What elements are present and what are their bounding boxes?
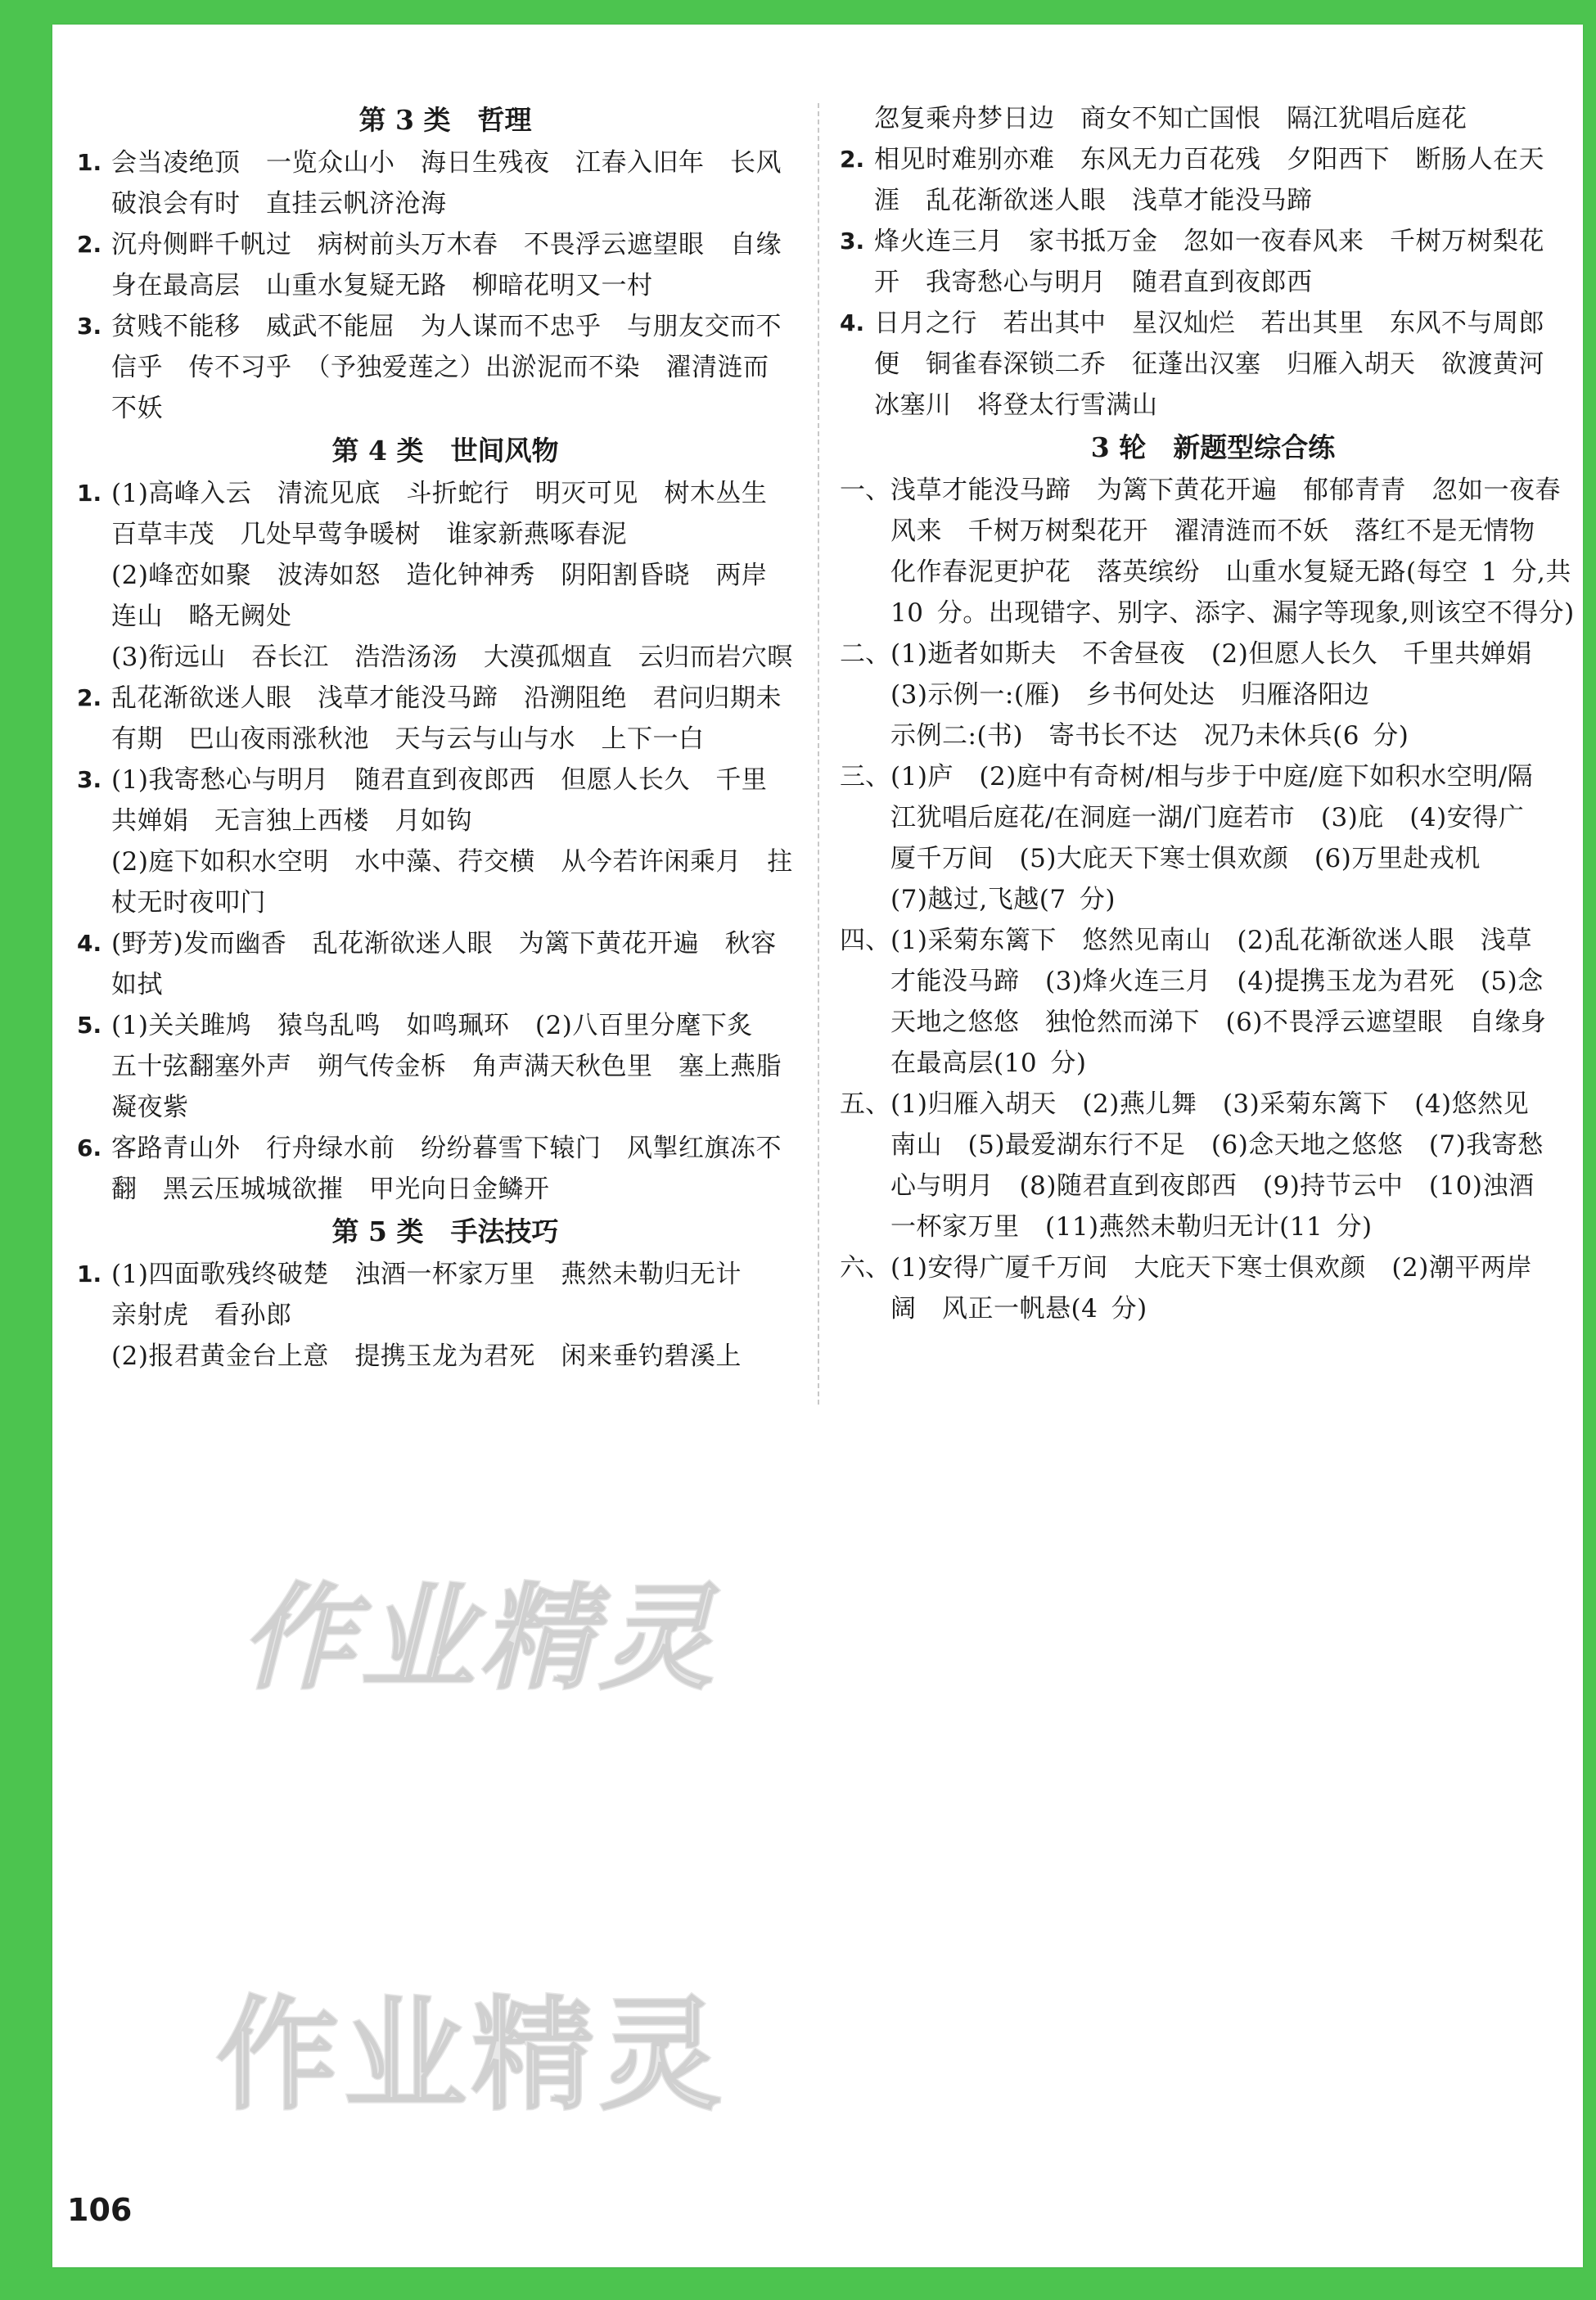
answer-line: 有期 巴山夜雨涨秋池 天与云与山与水 上下一白 [111,724,705,754]
item-number: 一、 [840,476,890,505]
answer-line: (1)高峰入云 清流见底 斗折蛇行 明灭可见 树木丛生 [111,479,768,508]
answer-line: (1)关关雎鸠 猿鸟乱鸣 如鸣珮环 (2)八百里分麾下炙 [111,1011,753,1040]
answer-line: 破浪会有时 直挂云帆济沧海 [111,189,447,219]
answer-line: (3)衔远山 吞长江 浩浩汤汤 大漠孤烟直 云归而岩穴暝 [111,643,793,672]
answer-item [77,224,814,306]
right-column [840,98,1586,1329]
section-title: 第 5 类 手法技巧 [331,1215,559,1247]
section-title: 3 轮 新题型综合练 [1090,431,1336,463]
answer-line: (2)峰峦如聚 波涛如怒 造化钟神秀 阴阳割昏晓 两岸 [111,561,768,590]
page-number: 106 [67,2192,133,2228]
answer-line: 信乎 传不习乎 （予独爱莲之）出淤泥而不染 濯清涟而 [111,353,769,382]
answer-item [840,1084,1586,1247]
answer-line: 风来 千树万树梨花开 濯清涟而不妖 落红不是无情物 [890,516,1535,546]
answer-line: (1)我寄愁心与明月 随君直到夜郎西 但愿人长久 千里 [111,765,768,795]
item-number: 6. [77,1134,102,1161]
answer-line: (2)庭下如积水空明 水中藻、荇交横 从今若许闲乘月 拄 [111,847,793,877]
answer-item [840,139,1586,221]
item-number: 4. [840,309,865,336]
answer-line: 连山 略无阙处 [111,602,292,631]
answer-line: 沉舟侧畔千帆过 病树前头万木春 不畏浮云遮望眼 自缘 [111,230,782,259]
answer-item [840,920,1586,1084]
answer-line: 翻 黑云压城城欲摧 甲光向日金鳞开 [111,1175,550,1204]
answer-item [840,756,1586,920]
item-number: 二、 [840,639,890,669]
answer-item [840,98,1586,139]
answer-line: 烽火连三月 家书抵万金 忽如一夜春风来 千树万树梨花 [874,227,1544,256]
answer-line: 相见时难别亦难 东风无力百花残 夕阳西下 断肠人在天 [874,145,1544,174]
answer-line: (1)庐 (2)庭中有奇树/相与步于中庭/庭下如积水空明/隔 [890,762,1534,791]
answer-line: 便 铜雀春深锁二乔 征蓬出汉塞 归雁入胡天 欲渡黄河 [874,350,1544,379]
item-number: 1. [77,1260,102,1288]
answer-item [77,1254,814,1377]
answer-line: 杖无时夜叩门 [111,888,266,918]
item-number: 2. [840,146,865,173]
answer-line: (1)采菊东篱下 悠然见南山 (2)乱花渐欲迷人眼 浅草 [890,926,1532,955]
answer-line: 贫贱不能移 威武不能屈 为人谋而不忠乎 与朋友交而不 [111,312,782,341]
answer-line: (野芳)发而幽香 乱花渐欲迷人眼 为篱下黄花开遍 秋容 [111,929,777,958]
answer-item [77,923,814,1005]
answer-line: 百草丰茂 几处早莺争暖树 谁家新燕啄春泥 [111,520,627,549]
section-title: 第 3 类 哲理 [358,104,532,136]
item-number: 2. [77,684,102,711]
section-title: 第 4 类 世间风物 [331,435,559,467]
answer-item [77,1128,814,1210]
answer-item [840,221,1586,303]
item-number: 四、 [840,926,890,955]
answer-line: 共婵娟 无言独上西楼 月如钩 [111,806,472,836]
answer-line: 五十弦翻塞外声 朔气传金柝 角声满天秋色里 塞上燕脂 [111,1052,782,1081]
answer-item [77,1005,814,1128]
answer-line: 浅草才能没马蹄 为篱下黄花开遍 郁郁青青 忽如一夜春 [890,476,1561,505]
item-number: 2. [77,231,102,258]
item-number: 三、 [840,762,890,791]
answer-line: 才能没马蹄 (3)烽火连三月 (4)提携玉龙为君死 (5)念 [890,967,1544,996]
answer-line: 客路青山外 行舟绿水前 纷纷暮雪下辕门 风掣红旗冻不 [111,1134,782,1163]
answer-line: 冰塞川 将登太行雪满山 [874,390,1158,420]
answer-page [52,25,1583,2267]
item-number: 3. [840,228,865,255]
answer-line: (1)安得广厦千万间 大庇天下寒士俱欢颜 (2)潮平两岸 [890,1253,1532,1283]
column-divider [818,103,819,1405]
answer-item [840,634,1586,756]
answer-line: 乱花渐欲迷人眼 浅草才能没马蹄 沿溯阻绝 君问归期未 [111,683,782,713]
item-number: 1. [77,149,102,176]
answer-line: 10 分。出现错字、别字、添字、漏字等现象,则该空不得分) [890,598,1575,628]
answer-line: 在最高层(10 分) [890,1049,1087,1078]
answer-line: 阔 风正一帆悬(4 分) [890,1294,1147,1324]
answer-line: 身在最高层 山重水复疑无路 柳暗花明又一村 [111,271,653,300]
answer-item [77,306,814,429]
answer-line: (7)越过,飞越(7 分) [890,885,1116,914]
answer-item [77,473,814,678]
answer-line: 示例二:(书) 寄书长不达 况乃未休兵(6 分) [890,721,1409,751]
answer-line: 忽复乘舟梦日边 商女不知亡国恨 隔江犹唱后庭花 [874,104,1468,133]
answer-line: 凝夜紫 [111,1093,189,1122]
answer-line: 化作春泥更护花 落英缤纷 山重水复疑无路(每空 1 分,共 [890,557,1571,587]
item-number: 五、 [840,1089,890,1119]
answer-line: 天地之悠悠 独怆然而涕下 (6)不畏浮云遮望眼 自缘身 [890,1008,1547,1037]
answer-line: 一杯家万里 (11)燕然未勒归无计(11 分) [890,1212,1373,1242]
left-column [77,98,814,1377]
answer-line: (1)逝者如斯夫 不舍昼夜 (2)但愿人长久 千里共婵娟 [890,639,1532,669]
item-number: 六、 [840,1253,890,1283]
item-number: 3. [77,766,102,793]
answer-item [77,142,814,224]
answer-line: (1)四面歌残终破楚 浊酒一杯家万里 燕然未勒归无计 [111,1260,742,1289]
answer-item [77,760,814,923]
answer-line: 不妖 [111,394,163,423]
answer-line: (1)归雁入胡天 (2)燕儿舞 (3)采菊东篱下 (4)悠然见 [890,1089,1530,1119]
item-number: 3. [77,313,102,340]
item-number: 1. [77,480,102,507]
answer-line: 亲射虎 看孙郎 [111,1301,292,1330]
answer-line: 心与明月 (8)随君直到夜郎西 (9)持节云中 (10)浊酒 [890,1171,1535,1201]
item-number: 4. [77,930,102,957]
answer-line: 南山 (5)最爱湖东行不足 (6)念天地之悠悠 (7)我寄愁 [890,1130,1544,1160]
answer-line: 如拭 [111,970,163,999]
watermark: 作业精灵 [241,1572,719,1706]
answer-line: 江犹唱后庭花/在洞庭一湖/门庭若市 (3)庇 (4)安得广 [890,803,1525,832]
answer-line: 涯 乱花渐欲迷人眼 浅草才能没马蹄 [874,186,1313,215]
watermark: 作业精灵 [216,1985,728,2127]
answer-line: 日月之行 若出其中 星汉灿烂 若出其里 东风不与周郎 [874,309,1544,338]
answer-line: (3)示例一:(雁) 乡书何处达 归雁洛阳边 [890,680,1370,710]
item-number: 5. [77,1012,102,1039]
answer-line: 厦千万间 (5)大庇天下寒士俱欢颜 (6)万里赴戎机 [890,844,1481,873]
answer-item [840,470,1586,634]
answer-line: 会当凌绝顶 一览众山小 海日生残夜 江春入旧年 长风 [111,148,782,178]
answer-item [77,678,814,760]
answer-item [840,303,1586,426]
answer-line: 开 我寄愁心与明月 随君直到夜郎西 [874,268,1313,297]
answer-line: (2)报君黄金台上意 提携玉龙为君死 闲来垂钓碧溪上 [111,1342,742,1371]
answer-item [840,1247,1586,1329]
